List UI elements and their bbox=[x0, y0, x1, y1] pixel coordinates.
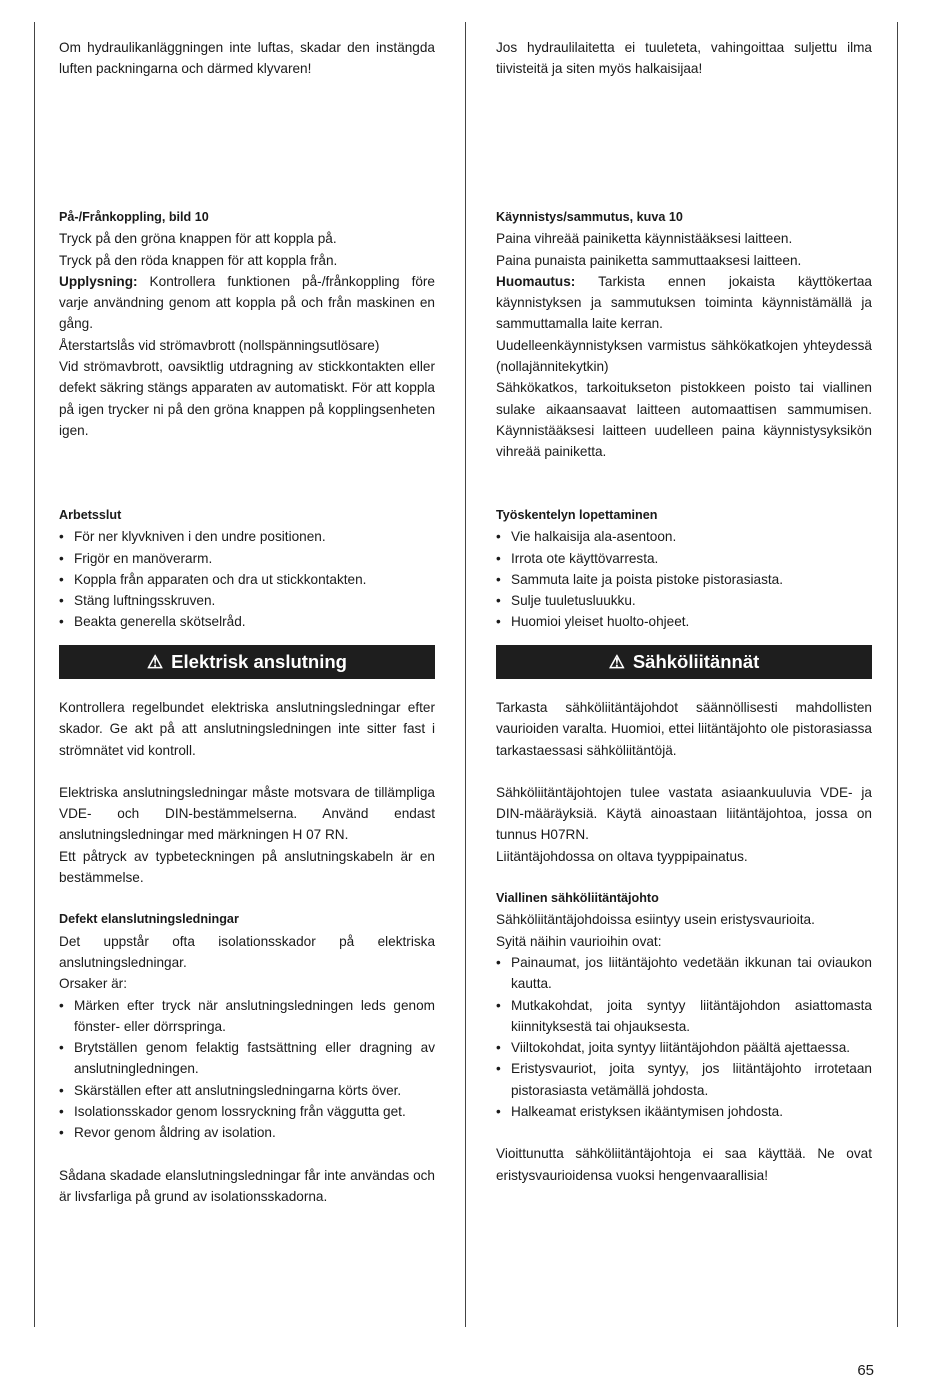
list-item: • Painaumat, jos liitäntäjohto vedetään ikkunan tai oviaukon kautta. bbox=[496, 952, 872, 995]
paragraph: Tarkasta sähköliitäntäjohdot säännöllisesti mahdollisten vaurioiden varalta. Huomioi, ettei liitäntäjohto ole pistorasiassa tarkastaessasi sähköliitäntöjä. bbox=[496, 700, 872, 758]
warning-triangle-icon: ⚠ bbox=[608, 651, 625, 672]
paragraph: Ett påtryck av typbeteckningen på anslutningskabeln är en bestämmelse. bbox=[59, 848, 435, 886]
restart-text: Sähkökatkos, tarkoitukseton pistokkeen poisto tai viallinen sulake aikaansaavat laitteen automaattisen sammumisen. Käynnistääksesi laitteen uudelleen paina käynnistysyksikön vihreää painiketta. bbox=[496, 380, 872, 460]
list-item: • Stäng luftningsskruven. bbox=[59, 590, 435, 611]
page-number: 65 bbox=[857, 1362, 874, 1379]
restart-title: Uudelleenkäynnistyksen varmistus sähkökatkojen yhteydessä (nollajännitekytkin) bbox=[496, 337, 872, 375]
left-electric-section bbox=[59, 697, 435, 1207]
column-rule-right bbox=[897, 22, 898, 1327]
list-item: • Sulje tuuletusluukku. bbox=[496, 590, 872, 611]
list-item: • För ner klyvkniven i den undre positionen. bbox=[59, 526, 435, 547]
column-rule-center bbox=[465, 22, 466, 1327]
note-paragraph bbox=[59, 271, 435, 335]
list-item: • Mutkakohdat, joita syntyy liitäntäjohdon asiattomasta kiinnityksestä tai ohjauksesta. bbox=[496, 995, 872, 1038]
paragraph: Sähköliitäntäjohdoissa esiintyy usein eristysvaurioita. bbox=[496, 912, 815, 928]
section-banner bbox=[59, 645, 435, 679]
list-item: • Revor genom åldring av isolation. bbox=[59, 1122, 435, 1143]
right-power-section bbox=[496, 207, 872, 463]
list-item: • Viiltokohdat, joita syntyy liitäntäjohdon päältä ajettaessa. bbox=[496, 1037, 872, 1058]
right-end-section bbox=[496, 505, 872, 633]
right-intro bbox=[496, 37, 872, 80]
list-item: • Märken efter tryck när anslutningsledningen leds genom fönster- eller dörrspringa. bbox=[59, 995, 435, 1038]
instruction-line: Paina vihreää painiketta käynnistääksesi laitteen. bbox=[496, 231, 793, 247]
restart-text: Vid strömavbrott, oavsiktlig utdragning av stickkontakten eller defekt säkring stängs apparaten av automatiskt. För att koppla på igen trycker ni på den gröna knappen på kopplingsenheten igen. bbox=[59, 359, 435, 438]
section-banner bbox=[496, 645, 872, 679]
causes-label: Orsaker är: bbox=[59, 976, 127, 992]
instruction-line: Tryck på den gröna knappen för att koppla på. bbox=[59, 231, 337, 247]
left-intro bbox=[59, 37, 435, 80]
note-text: Tarkista ennen jokaista käyttökertaa käynnistyksen ja sammutuksen toiminta käynnistämällä ja sammuttamalla laite kerran. bbox=[496, 273, 872, 332]
list-item: • Irrota ote käyttövarresta. bbox=[496, 548, 872, 569]
instruction-line: Paina punaista painiketta sammuttaaksesi laitteen. bbox=[496, 252, 802, 268]
paragraph: Liitäntäjohdossa on oltava tyyppipainatus. bbox=[496, 848, 748, 864]
note-label: Upplysning: bbox=[59, 273, 138, 289]
note-paragraph bbox=[496, 271, 872, 335]
section-heading: Työskentelyn lopettaminen bbox=[496, 508, 658, 522]
paragraph: Det uppstår ofta isolationsskador på elektriska anslutningsledningar. bbox=[59, 933, 435, 970]
paragraph: Kontrollera regelbundet elektriska anslutningsledningar efter skador. Ge akt på att anslutningsledningen inte sitter fast i strömnätet vid kontroll. bbox=[59, 700, 435, 758]
column-rule-left bbox=[34, 22, 35, 1327]
restart-title: Återstartslås vid strömavbrott (nollspänningsutlösare) bbox=[59, 337, 380, 353]
left-end-section bbox=[59, 505, 435, 633]
list-item: • Vie halkaisija ala-asentoon. bbox=[496, 526, 872, 547]
list-item: • Beakta generella skötselråd. bbox=[59, 611, 435, 632]
list-item: • Eristysvauriot, joita syntyy, jos liitäntäjohto irrotetaan pistorasiasta vetämällä johdosta. bbox=[496, 1058, 872, 1101]
intro-text: Om hydraulikanläggningen inte luftas, skadar den instängda luften packningarna och därmed klyvaren! bbox=[59, 40, 435, 77]
list-item: • Halkeamat eristyksen ikääntymisen johdosta. bbox=[496, 1101, 872, 1122]
list-item: • Sammuta laite ja poista pistoke pistorasiasta. bbox=[496, 569, 872, 590]
section-heading: Viallinen sähköliitäntäjohto bbox=[496, 891, 659, 906]
list-item: • Frigör en manöverarm. bbox=[59, 548, 435, 569]
list-item: • Brytställen genom felaktig fastsättning eller dragning av anslutningledningen. bbox=[59, 1037, 435, 1080]
paragraph: Elektriska anslutningsledningar måste motsvara de tillämpliga VDE- och DIN-bestämmelserna. Använd endast anslutningsledningar med märkningen H 07 RN. bbox=[59, 784, 435, 843]
left-power-section bbox=[59, 207, 435, 441]
banner-title: Sähköliitännät bbox=[632, 651, 760, 672]
section-heading: Arbetsslut bbox=[59, 508, 122, 522]
section-heading: Käynnistys/sammutus, kuva 10 bbox=[496, 210, 683, 224]
paragraph: Sähköliitäntäjohtojen tulee vastata asiaankuuluvia VDE- ja DIN-määräyksiä. Käytä ainoastaan liitäntäjohtoa, jossa on tunnus H07RN. bbox=[496, 784, 872, 843]
list-item: • Huomioi yleiset huolto-ohjeet. bbox=[496, 611, 872, 632]
note-label: Huomautus: bbox=[496, 273, 576, 289]
warning-triangle-icon: ⚠ bbox=[147, 651, 164, 672]
section-heading: Defekt elanslutningsledningar bbox=[59, 912, 239, 927]
note-text: Kontrollera funktionen på-/frånkoppling före varje användning genom att koppla på och från maskinen en gång. bbox=[59, 273, 435, 332]
list-item: • Isolationsskador genom lossryckning från väggutta get. bbox=[59, 1101, 435, 1122]
intro-text: Jos hydraulilaitetta ei tuuleteta, vahingoittaa suljettu ilma tiivisteitä ja siten myös halkaisijaa! bbox=[496, 40, 872, 77]
right-electric-section bbox=[496, 697, 872, 1186]
section-heading: På-/Frånkoppling, bild 10 bbox=[59, 210, 209, 224]
list-item: • Koppla från apparaten och dra ut stickkontakten. bbox=[59, 569, 435, 590]
banner-title: Elektrisk anslutning bbox=[171, 651, 347, 672]
list-item: • Skärställen efter att anslutningsledningarna körts över. bbox=[59, 1080, 435, 1101]
paragraph: Vioittunutta sähköliitäntäjohtoja ei saa käyttää. Ne ovat eristysvaurioidensa vuoksi hengenvaarallisia! bbox=[496, 1146, 872, 1183]
instruction-line: Tryck på den röda knappen för att koppla från. bbox=[59, 252, 338, 268]
paragraph: Sådana skadade elanslutningsledningar får inte användas och är livsfarliga på grund av isolationsskadorna. bbox=[59, 1167, 435, 1204]
causes-label: Syitä näihin vaurioihin ovat: bbox=[496, 933, 662, 949]
